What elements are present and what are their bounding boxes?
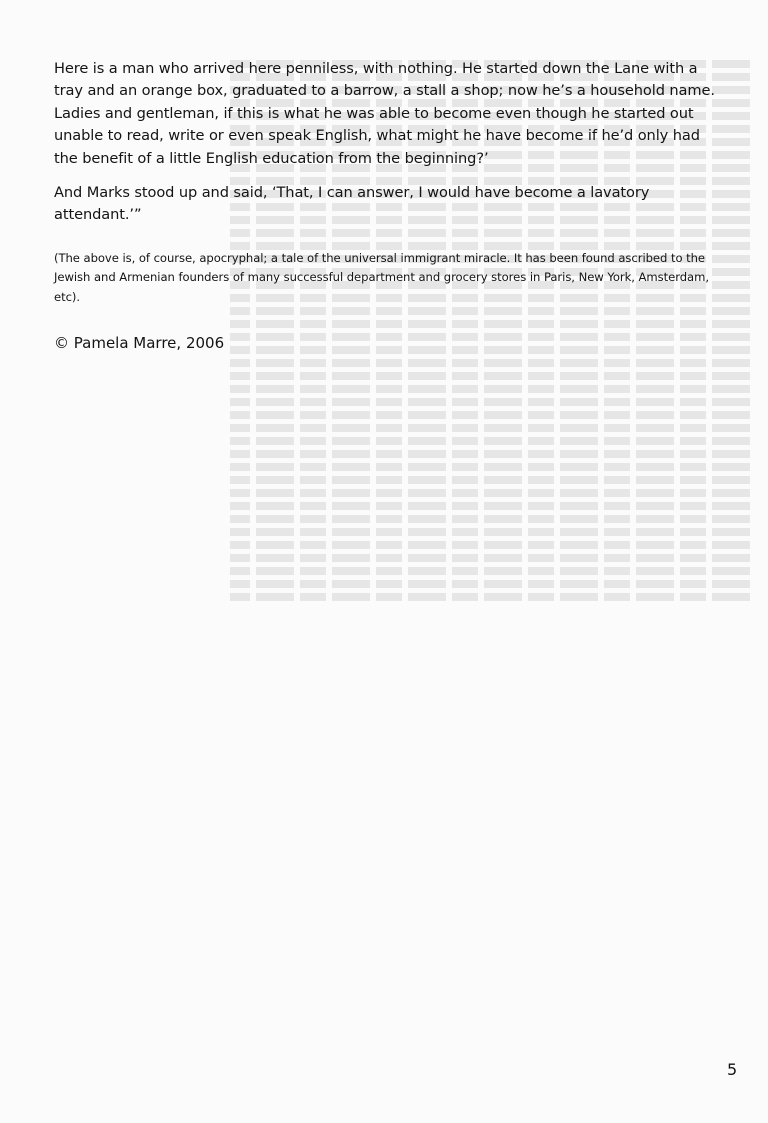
page-number: 5	[727, 1060, 738, 1079]
copyright-line: © Pamela Marre, 2006	[54, 334, 225, 353]
editorial-note: (The above is, of course, apocryphal; a tale of the universal immigrant miracle. It has been found ascribed to the Jewish and Armenian founders of many successful department and grocery stores in Paris, New York, Amsterdam, etc).	[54, 250, 709, 304]
page-body	[54, 58, 722, 353]
story-paragraph-ending: And Marks stood up and said, ‘That, I can answer, I would have become a lavatory attendant.’”	[54, 184, 650, 224]
story-paragraph: Here is a man who arrived here penniless, with nothing. He started down the Lane with a tray and an orange box, graduated to a barrow, a stall a shop; now he’s a household name. Ladies and gentleman, if this is what he was able to become even though he started out unable to read, write or even speak English, what might he have become if he’d only had the benefit of a little English education from the beginning?’	[54, 60, 715, 167]
